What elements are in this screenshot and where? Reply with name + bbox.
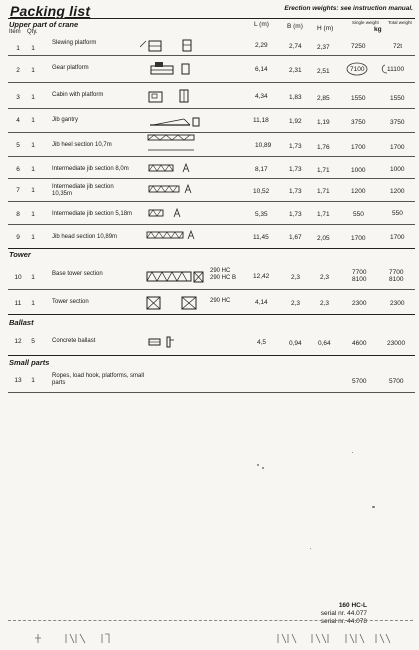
- row-divider: [8, 55, 415, 56]
- section-divider: [8, 314, 415, 315]
- row-13-qty: 1: [31, 377, 35, 384]
- section-upper-part: Upper part of crane: [9, 20, 79, 29]
- row-6-desc: Intermediate jib section 8,0m: [52, 166, 129, 172]
- column-length: L (m): [254, 21, 269, 28]
- row-9-item: 9: [16, 234, 20, 241]
- section-ballast: Ballast: [9, 318, 34, 327]
- row-9-qty: 1: [31, 234, 35, 241]
- column-height: H (m): [317, 25, 334, 32]
- row-13-total: 5700: [389, 378, 404, 385]
- row-2-item: 2: [16, 67, 20, 74]
- jib-head-section-sketch: [146, 229, 201, 243]
- row-divider: [8, 224, 415, 225]
- row-6-b: 1,73: [289, 166, 302, 173]
- erection-weights-note: Erection weights: see instruction manual.: [284, 5, 413, 12]
- row-3-item: 3: [16, 94, 20, 101]
- cabin-sketch: [148, 87, 198, 105]
- row-10-h: 2,3: [320, 274, 330, 281]
- row-11-item: 11: [14, 300, 22, 307]
- scan-speck: [262, 467, 264, 469]
- row-6-h: 1,71: [317, 167, 330, 174]
- intermediate-jib-10-35m-sketch: [148, 183, 198, 197]
- scan-speck: [372, 506, 375, 508]
- row-5-b: 1,73: [289, 143, 302, 150]
- intermediate-jib-8m-sketch: [148, 162, 196, 176]
- row-12-desc: Concrete ballast: [52, 338, 96, 344]
- mirrored-bleed-through-text: [30, 630, 400, 646]
- slewing-platform-sketch: [140, 37, 200, 53]
- row-5-item: 5: [16, 142, 20, 149]
- row-2-l: 6,14: [255, 66, 268, 73]
- row-12-qty: 5: [31, 338, 35, 345]
- row-5-qty: 1: [31, 142, 35, 149]
- row-11-qty: 1: [31, 300, 35, 307]
- row-12-item: 12: [14, 338, 22, 345]
- row-10-l: 12,42: [253, 273, 270, 280]
- row-3-qty: 1: [31, 94, 35, 101]
- gear-platform-sketch: [150, 61, 200, 77]
- row-4-qty: 1: [31, 117, 35, 124]
- row-4-l: 11,18: [253, 117, 269, 124]
- handwritten-circles: [345, 62, 415, 76]
- row-12-b: 0,94: [289, 340, 302, 347]
- row-1-l: 2,29: [255, 42, 268, 49]
- row-9-b: 1,67: [289, 234, 302, 241]
- row-11-desc: Tower section: [52, 299, 89, 305]
- row-12-single: 4600: [352, 340, 367, 347]
- row-7-l: 10,52: [253, 188, 270, 195]
- row-13-item: 13: [14, 377, 22, 384]
- row-6-l: 8,17: [255, 166, 268, 173]
- row-10-variants: 290 HC 290 HC B: [210, 268, 237, 281]
- row-divider: [8, 82, 415, 83]
- section-small-parts: Small parts: [9, 358, 50, 367]
- column-item: Item: [9, 29, 21, 35]
- row-divider: [8, 178, 415, 179]
- row-8-item: 8: [16, 211, 20, 218]
- column-qty: Qty.: [27, 29, 38, 35]
- header-divider: [8, 18, 415, 19]
- scan-speck: [352, 452, 353, 453]
- row-1-single: 7250: [351, 43, 366, 50]
- scan-speck: [257, 464, 259, 466]
- bottom-dashed-line: [8, 620, 413, 621]
- row-4-single: 3750: [351, 119, 366, 126]
- table-bottom-line: [8, 392, 415, 393]
- column-unit-kg: kg: [374, 26, 382, 33]
- row-7-total: 1200: [390, 188, 405, 195]
- row-divider: [8, 108, 415, 109]
- row-9-h: 2,05: [317, 235, 330, 242]
- row-12-h: 0,64: [318, 340, 331, 347]
- row-8-b: 1,73: [289, 211, 302, 218]
- row-8-l: 5,35: [255, 211, 268, 218]
- row-11-l: 4,14: [255, 299, 268, 306]
- row-7-h: 1,71: [317, 188, 330, 195]
- row-6-item: 6: [16, 166, 20, 173]
- row-12-l: 4,5: [257, 339, 267, 346]
- row-1-desc: Slewing platform: [52, 40, 97, 46]
- row-4-h: 1,19: [317, 119, 330, 126]
- row-7-b: 1,73: [289, 188, 302, 195]
- row-3-b: 1,83: [289, 94, 302, 101]
- row-9-single: 1700: [351, 235, 366, 242]
- row-2-b: 2,31: [289, 67, 302, 74]
- row-2-single: 7100: [350, 66, 365, 73]
- row-11-variant: 290 HC: [210, 298, 231, 304]
- row-11-h: 2,3: [320, 300, 330, 307]
- row-2-desc: Gear platform: [52, 65, 89, 71]
- row-8-total: 550: [392, 210, 403, 217]
- jib-heel-section-sketch: [146, 133, 201, 153]
- row-8-qty: 1: [31, 211, 35, 218]
- row-1-h: 2,37: [317, 44, 330, 51]
- section-tower: Tower: [9, 250, 31, 259]
- serial-number-1: serial nr. 44.077: [320, 610, 367, 617]
- row-10-desc: Base tower section: [52, 271, 103, 277]
- row-divider: [8, 156, 415, 157]
- row-2-h: 2,51: [317, 68, 330, 75]
- serial-number-2: serial nr. 44.078: [320, 618, 367, 625]
- row-8-h: 1,71: [317, 211, 330, 218]
- column-single-weight: Single weight: [352, 20, 379, 25]
- row-9-total: 1700: [390, 234, 405, 241]
- column-width: B (m): [287, 23, 303, 30]
- row-1-b: 2,74: [289, 43, 302, 50]
- row-11-total: 2300: [390, 300, 405, 307]
- jib-gantry-sketch: [148, 113, 203, 129]
- crane-model: 160 HC-L: [338, 602, 367, 609]
- row-8-desc: Intermediate jib section 5,18m: [52, 211, 133, 217]
- row-4-b: 1,92: [289, 118, 302, 125]
- row-2-total: 11100: [387, 66, 405, 73]
- row-4-desc: Jib gantry: [52, 117, 79, 123]
- row-5-total: 1700: [390, 144, 405, 151]
- row-5-desc: Jib heel section 10,7m: [52, 142, 112, 148]
- row-5-single: 1700: [351, 144, 366, 151]
- row-3-l: 4,34: [255, 93, 268, 100]
- row-7-qty: 1: [31, 187, 35, 194]
- scan-speck: [310, 548, 311, 549]
- row-divider: [8, 201, 415, 202]
- row-10-b: 2,3: [291, 274, 301, 281]
- row-12-total: 23000: [387, 340, 406, 347]
- row-7-desc: Intermediate jib section 10,35m: [52, 184, 114, 197]
- row-5-l: 10,89: [255, 142, 272, 149]
- concrete-ballast-sketch: [148, 335, 178, 349]
- row-6-single: 1000: [351, 167, 366, 174]
- row-divider: [8, 289, 415, 290]
- row-9-l: 11,45: [253, 234, 269, 241]
- row-4-total: 3750: [390, 119, 405, 126]
- row-4-item: 4: [16, 117, 20, 124]
- row-10-single: 7700 8100: [352, 269, 367, 283]
- row-6-qty: 1: [31, 166, 35, 173]
- tower-section-sketch: [146, 294, 208, 312]
- row-10-qty: 1: [31, 274, 35, 281]
- intermediate-jib-5-18m-sketch: [148, 207, 188, 221]
- row-13-single: 5700: [352, 378, 367, 385]
- section-divider: [8, 248, 415, 249]
- row-2-qty: 1: [31, 67, 35, 74]
- row-8-single: 550: [353, 211, 364, 218]
- row-5-h: 1,76: [317, 144, 330, 151]
- row-10-item: 10: [14, 274, 22, 281]
- row-11-b: 2,3: [291, 300, 301, 307]
- row-3-total: 1550: [390, 95, 405, 102]
- base-tower-section-sketch: [146, 269, 208, 285]
- row-9-desc: Jib head section 10,89m: [52, 234, 118, 240]
- page-title: Packing list: [10, 3, 91, 19]
- row-3-single: 1550: [351, 95, 366, 102]
- row-13-desc: Ropes, load hook, platforms, small parts: [52, 373, 145, 386]
- section-divider: [8, 355, 415, 356]
- row-divider: [8, 132, 415, 133]
- row-1-total: 72t: [393, 43, 403, 50]
- row-10-total: 7700 8100: [389, 269, 404, 283]
- row-11-single: 2300: [352, 300, 367, 307]
- column-total-weight: Total weight: [388, 20, 412, 25]
- row-7-single: 1200: [351, 188, 366, 195]
- row-1-qty: 1: [31, 45, 35, 52]
- row-7-item: 7: [16, 187, 20, 194]
- row-3-desc: Cabin with platform: [52, 92, 104, 98]
- row-6-total: 1000: [390, 166, 405, 173]
- row-3-h: 2,85: [317, 95, 330, 102]
- row-1-item: 1: [16, 45, 20, 52]
